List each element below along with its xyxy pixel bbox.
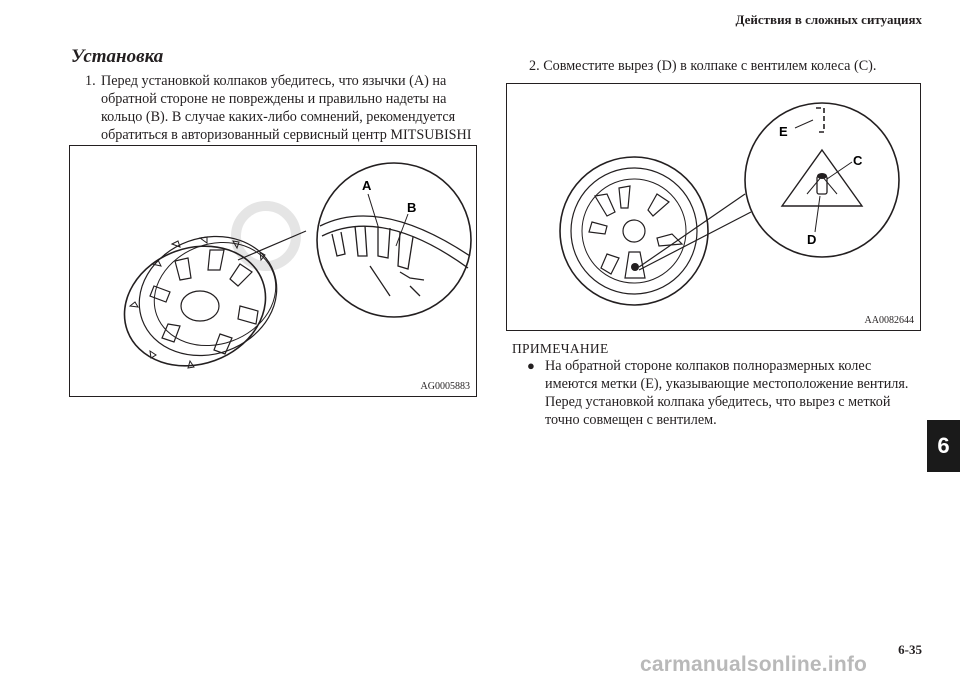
watermark: carmanualsonline.info xyxy=(640,653,868,676)
step-1-text: Перед установкой колпаков убедитесь, что язычки (A) на обратной стороне не повреждены и правильно надеты на кольцо (B). В случае каких-либо сомнений, рекомендуется обратиться в авторизованный сервисный центр MITSUBISHI xyxy=(101,73,472,143)
figure-1-code: AG0005883 xyxy=(420,381,470,392)
label-d: D xyxy=(807,232,817,247)
note-heading: ПРИМЕЧАНИЕ xyxy=(512,341,609,356)
step-2-text: 2. Совместите вырез (D) в колпаке с вентилем колеса (C). xyxy=(529,58,877,74)
step-1-number: 1. xyxy=(85,73,96,89)
label-a: A xyxy=(362,178,372,193)
label-e: E xyxy=(779,124,788,139)
figure-wheel-valve xyxy=(506,83,921,331)
section-title: Установка xyxy=(71,46,164,67)
wheel-valve-illustration xyxy=(507,84,920,330)
label-b: B xyxy=(407,200,417,215)
note-line-1: На обратной стороне колпаков полноразмерных колес имеются метки (E), указывающие местоположение вентиля. xyxy=(545,358,909,392)
figure-2-code: AA0082644 xyxy=(864,315,914,326)
figure-hubcap-clips xyxy=(69,145,477,397)
page-number: 6-35 xyxy=(898,642,922,657)
running-header: Действия в сложных ситуациях xyxy=(735,12,922,27)
note-line-2: Перед установкой колпака убедитесь, что вырез с меткой точно совмещен с вентилем. xyxy=(545,394,891,428)
label-c: C xyxy=(853,153,863,168)
hubcap-clips-illustration xyxy=(70,146,476,396)
bullet-icon: ● xyxy=(527,358,535,373)
chapter-tab: 6 xyxy=(927,420,960,472)
note-body xyxy=(527,357,922,429)
